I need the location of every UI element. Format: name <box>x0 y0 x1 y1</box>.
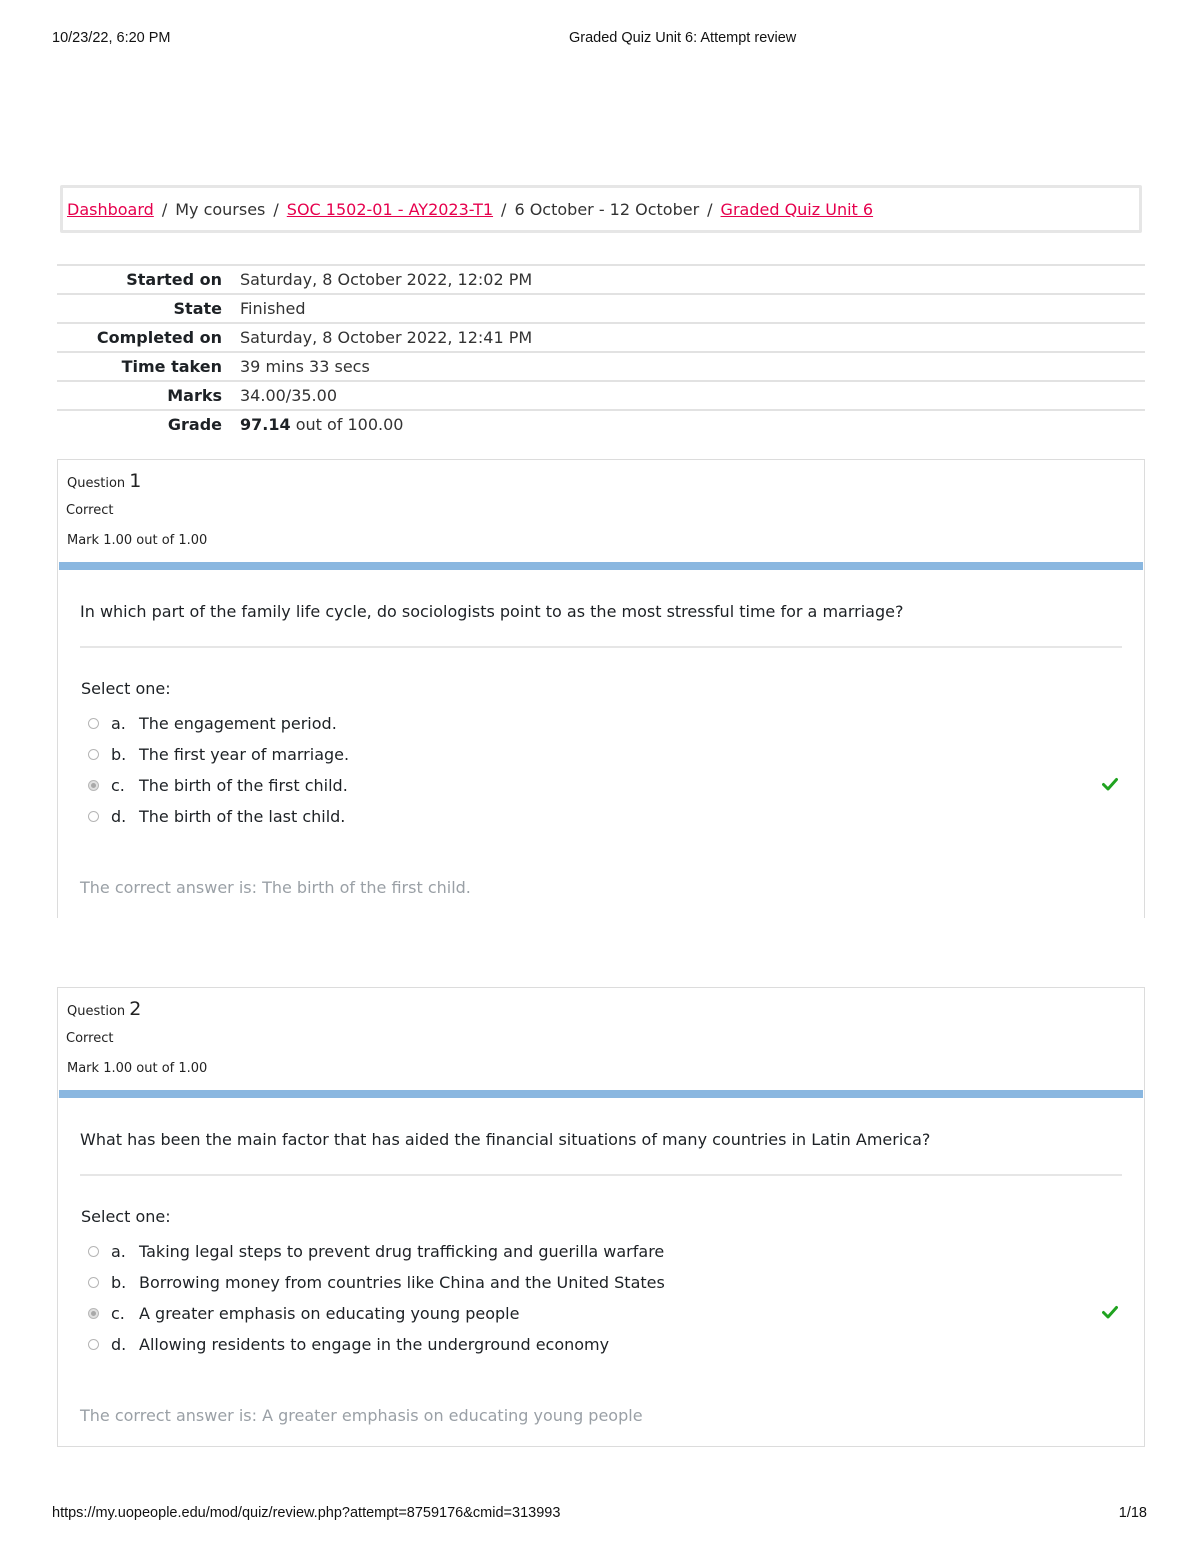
option-text: Borrowing money from countries like China and the United States <box>139 1273 665 1292</box>
option-letter: b. <box>111 745 127 764</box>
breadcrumb-week: 6 October - 12 October <box>514 199 700 219</box>
answer-options <box>88 708 1118 832</box>
option-text: Taking legal steps to prevent drug trafficking and guerilla warfare <box>139 1242 665 1261</box>
option-letter: a. <box>111 1242 126 1261</box>
question-bar <box>59 1090 1143 1098</box>
option-text: The birth of the last child. <box>139 807 346 826</box>
answer-option-a[interactable] <box>88 708 1118 739</box>
question-body <box>58 1098 1144 1385</box>
summary-value <box>240 415 403 434</box>
select-one-label: Select one: <box>81 679 171 698</box>
correct-answer-text: The correct answer is: The birth of the first child. <box>80 878 471 897</box>
radio-icon[interactable] <box>88 749 99 760</box>
divider <box>80 646 1122 648</box>
attempt-summary-table <box>57 264 1145 438</box>
breadcrumb-quiz-link[interactable]: Graded Quiz Unit 6 <box>720 199 874 219</box>
question-2 <box>57 987 1145 1447</box>
question-bar <box>59 562 1143 570</box>
radio-checked-icon[interactable] <box>88 1308 99 1319</box>
select-one-label: Select one: <box>81 1207 171 1226</box>
radio-icon[interactable] <box>88 811 99 822</box>
option-text: The engagement period. <box>139 714 337 733</box>
answer-option-c[interactable] <box>88 1298 1118 1329</box>
breadcrumb-separator: / <box>273 199 279 219</box>
radio-icon[interactable] <box>88 1246 99 1257</box>
question-state: Correct <box>66 1031 114 1046</box>
option-letter: b. <box>111 1273 127 1292</box>
radio-checked-icon[interactable] <box>88 780 99 791</box>
question-text: What has been the main factor that has aided the financial situations of many countries in Latin America? <box>80 1130 931 1149</box>
breadcrumb-my-courses: My courses <box>175 199 266 219</box>
option-letter: a. <box>111 714 126 733</box>
option-text: Allowing residents to engage in the underground economy <box>139 1335 610 1354</box>
breadcrumb <box>60 185 1142 233</box>
breadcrumb-course-link[interactable]: SOC 1502-01 - AY2023-T1 <box>286 199 494 219</box>
breadcrumb-separator: / <box>707 199 713 219</box>
question-info <box>58 460 1144 562</box>
breadcrumb-separator: / <box>501 199 507 219</box>
option-letter: c. <box>111 1304 125 1323</box>
question-number <box>67 998 141 1020</box>
check-icon <box>1102 776 1118 792</box>
question-feedback <box>58 1385 1144 1446</box>
question-feedback <box>58 857 1144 923</box>
summary-label: Time taken <box>121 357 222 376</box>
question-number-value: 1 <box>129 470 142 492</box>
print-title: Graded Quiz Unit 6: Attempt review <box>569 30 797 46</box>
grade-value: 97.14 <box>240 415 291 434</box>
summary-value: 39 mins 33 secs <box>240 357 370 376</box>
print-footer <box>0 1505 1200 1525</box>
print-page-number: 1/18 <box>1118 1505 1147 1521</box>
summary-row-marks <box>57 380 1145 409</box>
answer-option-b[interactable] <box>88 1267 1118 1298</box>
summary-row-started <box>57 264 1145 293</box>
summary-row-grade <box>57 409 1145 438</box>
summary-value: Finished <box>240 299 306 318</box>
breadcrumb-separator: / <box>161 199 168 219</box>
option-text: A greater emphasis on educating young people <box>139 1304 520 1323</box>
correct-answer-text: The correct answer is: A greater emphasis on educating young people <box>80 1406 643 1425</box>
answer-option-a[interactable] <box>88 1236 1118 1267</box>
summary-label: Marks <box>167 386 222 405</box>
radio-icon[interactable] <box>88 718 99 729</box>
summary-row-time-taken <box>57 351 1145 380</box>
question-number <box>67 470 141 492</box>
question-text: In which part of the family life cycle, do sociologists point to as the most stressful time for a marriage? <box>80 602 904 621</box>
check-icon <box>1102 1304 1118 1320</box>
answer-option-d[interactable] <box>88 801 1118 832</box>
option-text: The birth of the first child. <box>139 776 348 795</box>
question-body <box>58 570 1144 857</box>
question-label: Question <box>67 1004 126 1019</box>
option-text: The first year of marriage. <box>139 745 350 764</box>
print-header <box>0 30 1200 50</box>
question-info <box>58 988 1144 1090</box>
answer-option-d[interactable] <box>88 1329 1118 1360</box>
question-mark: Mark 1.00 out of 1.00 <box>67 533 208 548</box>
option-letter: c. <box>111 776 125 795</box>
question-state: Correct <box>66 503 114 518</box>
answer-options <box>88 1236 1118 1360</box>
summary-row-completed <box>57 322 1145 351</box>
radio-icon[interactable] <box>88 1277 99 1288</box>
summary-row-state <box>57 293 1145 322</box>
question-label: Question <box>67 476 126 491</box>
summary-value: Saturday, 8 October 2022, 12:41 PM <box>240 328 533 347</box>
question-number-value: 2 <box>129 998 142 1020</box>
summary-value: Saturday, 8 October 2022, 12:02 PM <box>240 270 533 289</box>
summary-value: 34.00/35.00 <box>240 386 337 405</box>
radio-icon[interactable] <box>88 1339 99 1350</box>
answer-option-c[interactable] <box>88 770 1118 801</box>
breadcrumb-dashboard-link[interactable]: Dashboard <box>67 199 154 219</box>
divider <box>80 1174 1122 1176</box>
grade-out-of: out of 100.00 <box>295 415 404 434</box>
print-datetime: 10/23/22, 6:20 PM <box>52 30 171 46</box>
question-1 <box>57 459 1145 918</box>
summary-label: State <box>173 299 222 318</box>
option-letter: d. <box>111 807 127 826</box>
print-url: https://my.uopeople.edu/mod/quiz/review.php?attempt=8759176&cmid=313993 <box>52 1505 561 1521</box>
option-letter: d. <box>111 1335 127 1354</box>
summary-label: Completed on <box>96 328 222 347</box>
question-mark: Mark 1.00 out of 1.00 <box>67 1061 208 1076</box>
answer-option-b[interactable] <box>88 739 1118 770</box>
summary-label: Started on <box>126 270 222 289</box>
summary-label: Grade <box>167 415 222 434</box>
